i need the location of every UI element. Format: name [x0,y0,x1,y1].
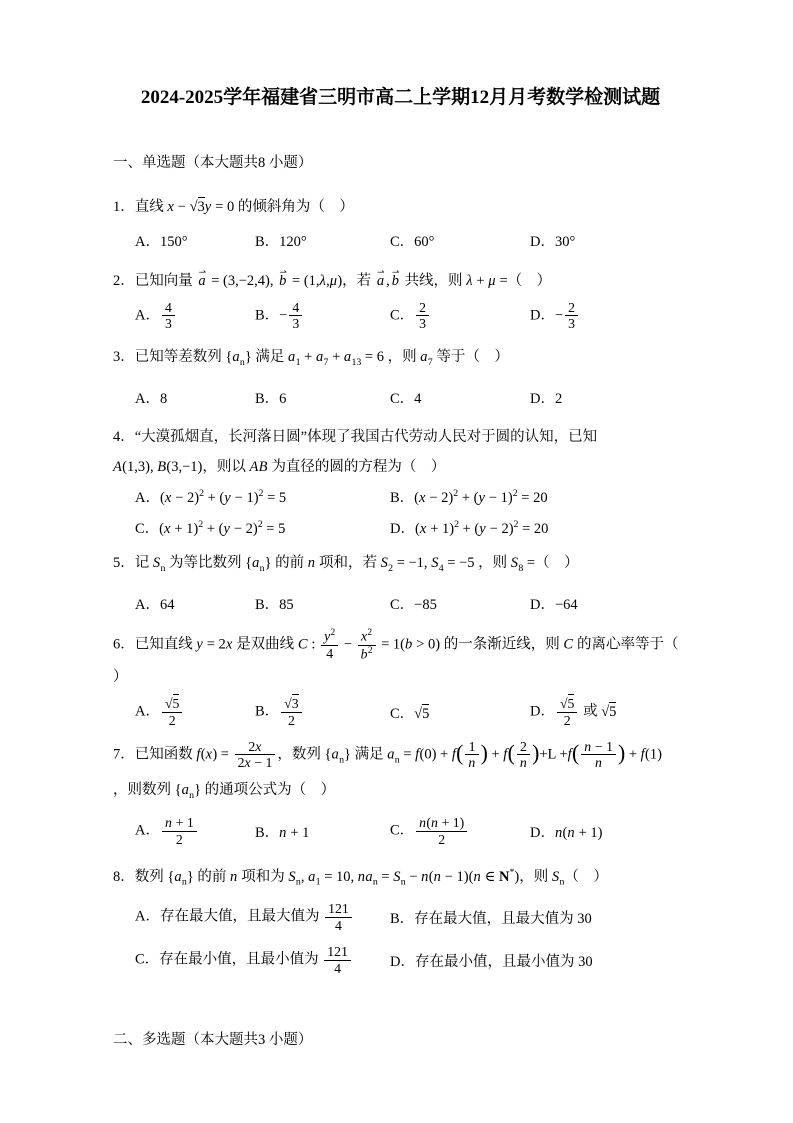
question-1-options [113,226,688,256]
question-6-options [113,696,688,729]
question-5 [113,548,688,618]
question-8-option-b: B．存在最大值，且最大值为 30 [390,911,592,928]
question-4-option-d: D．$(x + 1)^2 + (y - 2)^2 = 20$ [390,519,549,538]
question-2-option-c: C． $\frac{2}{3}$ [390,300,530,333]
question-1 [113,192,688,256]
question-1-option-d: D．30° [530,234,576,251]
question-8-option-d: D．存在最小值，且最小值为 30 [390,954,593,971]
question-6 [113,628,688,729]
question-4-stem-line-1: 4．“大漠孤烟直，长河落日圆”体现了我国古代劳动人民对于圆的认知，已知 [113,429,598,446]
question-2-option-b: B．− $\frac{4}{3}$ [255,300,390,333]
question-5-stem: 5．记 $S_n$ 为等比数列 $\{a_n\}$ 的前 n 项和，若 $S_2 = -1$, $S_4 = -5$ ，则 $S_8$ =（ ） [113,555,579,575]
question-6-stem-line-2: ） [113,668,128,685]
question-3-options [113,382,688,412]
question-8-options [113,901,688,976]
question-4-options [113,486,688,538]
question-2-options [113,300,688,333]
question-2-option-a: A． $\frac{4}{3}$ [135,300,255,333]
question-7 [113,739,688,848]
question-1-option-b: B．120° [255,234,307,251]
question-6-option-a: A． √ $\frac{5}{2}$ [135,696,255,729]
question-7-option-d: D．n(n + 1) [530,824,603,841]
question-6-stem-line-1: 6．已知直线 y = 2x 是双曲线 C : $\frac{y^2}{4}$ − $\frac{x^2}{b^2}$ = 1(b > 0) 的一条渐近线，则 C 的离心率等于（ [113,628,679,662]
question-2 [113,266,688,333]
question-5-options [113,588,688,618]
question-1-stem: 1．直线 x − √ 3y = 0 的倾斜角为（ ） [113,192,688,222]
question-8-option-c: C．存在最小值，且最小值为 $\frac{121}{4}$ [135,944,390,977]
question-7-stem-line-2: ，则数列 $\{a_n\}$ 的通项公式为（ ） [113,782,336,802]
question-4-option-c: C．$(x + 1)^2 + (y - 2)^2 = 5$ [135,519,286,538]
question-1-option-a: A．150° [135,234,188,251]
question-7-option-b: B．n + 1 [255,824,310,841]
question-8-stem: 8．数列 $\{a_n\}$ 的前 n 项和为 $S_n$, $a_1 = 10$, $na_n = S_n - n(n - 1)(n$ ∈ N*)，则 $S_n$（ ） [113,866,608,888]
question-8-option-a: A．存在最大值，且最大值为 $\frac{121}{4}$ [135,901,390,934]
question-3-option-d: D．2 [530,390,563,407]
question-3-option-c: C．4 [390,390,422,407]
question-6-option-d: D． √ $\frac{5}{2}$ 或 √ 5 [530,696,688,729]
question-7-stem-line-1: 7．已知函数 f(x) = $\frac{2x}{2x - 1}$ ，数列 $\{a_n\}$ 满足 $a_n = f(0) + f$( $\frac{1}{n}$ ) + f( $\frac{2}{n}$ )+L +f( $\frac{n - 1}{n}$ ) + f(1) [113,738,662,771]
question-4-option-a: A．$(x - 2)^2 + (y - 1)^2 = 5$ [135,488,287,507]
question-5-option-d: D．−64 [530,596,578,613]
question-4 [113,422,688,538]
question-6-option-c: C． √ 5 [390,702,530,723]
question-2-stem: 2．已知向量 a ⇀ = (3,−2,4), b ⇀ = (1,λ,μ)，若 a ⇀ , b ⇀ 共线，则 λ + μ =（ ） [113,266,688,296]
question-3-option-b: B．6 [255,390,287,407]
question-2-option-d: D．− $\frac{2}{3}$ [530,300,688,333]
question-3 [113,342,688,412]
question-7-options [113,815,688,848]
question-8 [113,858,688,977]
section-heading-multi-choice: 二、多选题（本大题共3 小题） [113,1031,313,1048]
question-1-option-c: C．60° [390,234,435,251]
section-heading-single-choice: 一、单选题（本大题共8 小题） [113,154,313,171]
question-7-option-c: C． $\frac{n(n + 1)}{2}$ [390,815,530,848]
question-5-option-a: A．64 [135,596,175,613]
question-5-option-c: C．−85 [390,596,437,613]
exam-title: 2024-2025学年福建省三明市高二上学期12月月考数学检测试题 [140,87,661,108]
question-4-stem-line-2: A(1,3), B(3,−1)，则以 AB 为直径的圆的方程为（ ） [113,459,446,476]
question-7-option-a: A． $\frac{n + 1}{2}$ [135,815,255,848]
question-3-option-a: A．8 [135,390,168,407]
question-3-stem: 3．已知等差数列 $\{a_n\}$ 满足 $a_1 + a_7 + a_{13} = 6$ ，则 $a_7$ 等于（ ） [113,349,509,369]
question-5-option-b: B．85 [255,596,294,613]
question-6-option-b: B． √ $\frac{3}{2}$ [255,696,390,729]
question-4-option-b: B．$(x - 2)^2 + (y - 1)^2 = 20$ [390,488,548,507]
